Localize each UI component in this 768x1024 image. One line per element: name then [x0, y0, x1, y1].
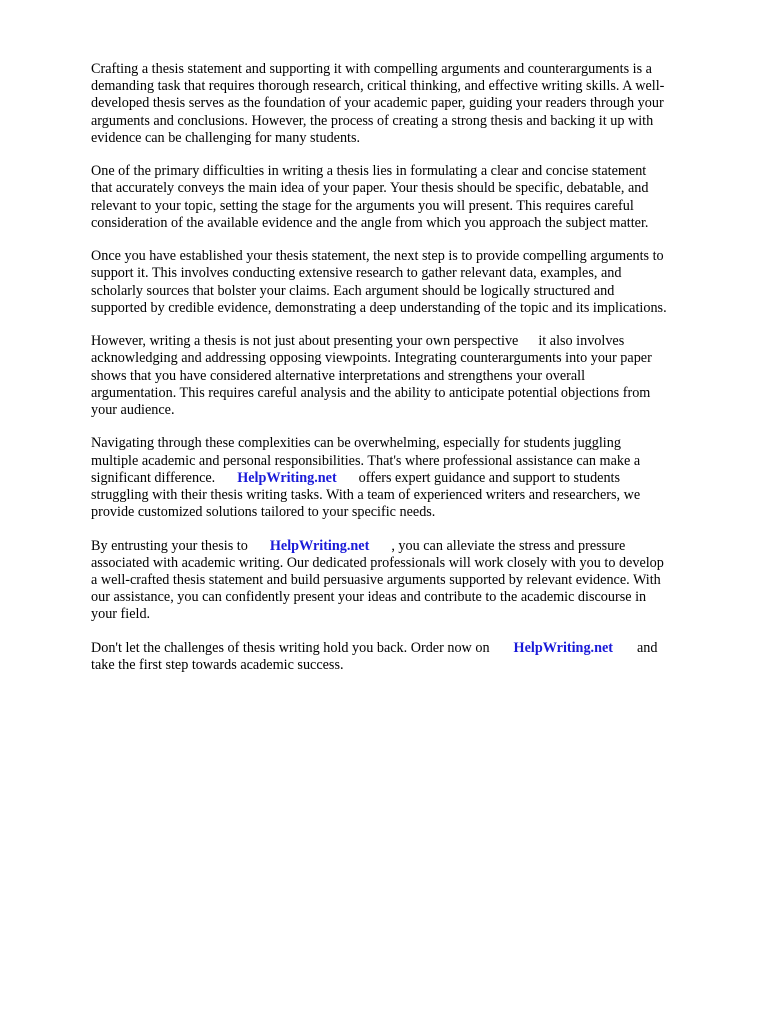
text-segment: and — [637, 639, 658, 656]
paragraph-entrusting — [91, 538, 721, 624]
text-line: relevant to your topic, setting the stage for the arguments you will present. This requires careful — [91, 197, 634, 214]
text-line: consideration of the available evidence and the angle from which you approach the subject matter. — [91, 214, 649, 231]
text-line: arguments and conclusions. However, the process of creating a strong thesis and backing it up with — [91, 112, 654, 129]
paragraph-intro — [91, 61, 721, 147]
text-line: your field. — [91, 606, 151, 623]
text-line: evidence can be challenging for many students. — [91, 129, 361, 146]
text-line: shows that you have considered alternative interpretations and strengthens your overall — [91, 367, 586, 384]
text-segment: However, writing a thesis is not just about presenting your own perspective — [91, 333, 519, 350]
text-line: your audience. — [91, 402, 175, 419]
text-line: developed thesis serves as the foundation of your academic paper, guiding your readers through your — [91, 95, 664, 112]
helpwriting-link[interactable]: HelpWriting.net — [237, 469, 337, 486]
paragraph-difficulties — [91, 163, 721, 232]
text-line: Once you have established your thesis statement, the next step is to provide compelling arguments to — [91, 248, 664, 265]
paragraph-arguments — [91, 248, 721, 317]
text-line: supported by credible evidence, demonstrating a deep understanding of the topic and its implications. — [91, 299, 667, 316]
text-segment: Don't let the challenges of thesis writing hold you back. Order now on — [91, 639, 490, 656]
text-line — [91, 640, 721, 657]
text-line: One of the primary difficulties in writing a thesis lies in formulating a clear and concise statement — [91, 163, 647, 180]
text-line: our assistance, you can confidently present your ideas and contribute to the academic discourse in — [91, 589, 647, 606]
text-line: take the first step towards academic success. — [91, 657, 344, 674]
text-line: provide customized solutions tailored to your specific needs. — [91, 504, 436, 521]
text-line: associated with academic writing. Our dedicated professionals will work closely with you to develop — [91, 554, 664, 571]
text-line: struggling with their thesis writing tasks. With a team of experienced writers and researchers, we — [91, 487, 641, 504]
document-page — [91, 61, 721, 690]
text-segment: offers expert guidance and support to students — [358, 469, 621, 486]
text-line: argumentation. This requires careful analysis and the ability to anticipate potential objections from — [91, 384, 651, 401]
text-segment: , you can alleviate the stress and pressure — [391, 537, 626, 554]
text-line: scholarly sources that bolster your claims. Each argument should be logically structured and — [91, 282, 615, 299]
helpwriting-link[interactable]: HelpWriting.net — [269, 537, 370, 554]
text-line: that accurately conveys the main idea of your paper. Your thesis should be specific, debatable, and — [91, 180, 649, 197]
text-line: Navigating through these complexities can be overwhelming, especially for students juggling — [91, 435, 621, 452]
text-segment: significant difference. — [91, 469, 216, 486]
text-line: demanding task that requires thorough research, critical thinking, and effective writing skills. A well- — [91, 78, 665, 95]
paragraph-navigating — [91, 435, 721, 521]
text-segment: it also involves — [538, 333, 625, 350]
text-line — [91, 538, 721, 555]
text-line: support it. This involves conducting extensive research to gather relevant data, examples, and — [91, 265, 622, 282]
text-line — [91, 333, 721, 350]
text-line: acknowledging and addressing opposing viewpoints. Integrating counterarguments into your paper — [91, 350, 652, 367]
paragraph-call-to-action — [91, 640, 721, 674]
text-line: multiple academic and personal responsibilities. That's where professional assistance can make a — [91, 452, 641, 469]
text-segment: By entrusting your thesis to — [91, 537, 248, 554]
text-line: a well-crafted thesis statement and build persuasive arguments supported by relevant evidence. With — [91, 572, 661, 589]
helpwriting-link[interactable]: HelpWriting.net — [513, 639, 613, 656]
paragraph-counterarguments — [91, 333, 721, 419]
text-line: Crafting a thesis statement and supporting it with compelling arguments and counterarguments is a — [91, 61, 652, 77]
text-line — [91, 470, 721, 487]
